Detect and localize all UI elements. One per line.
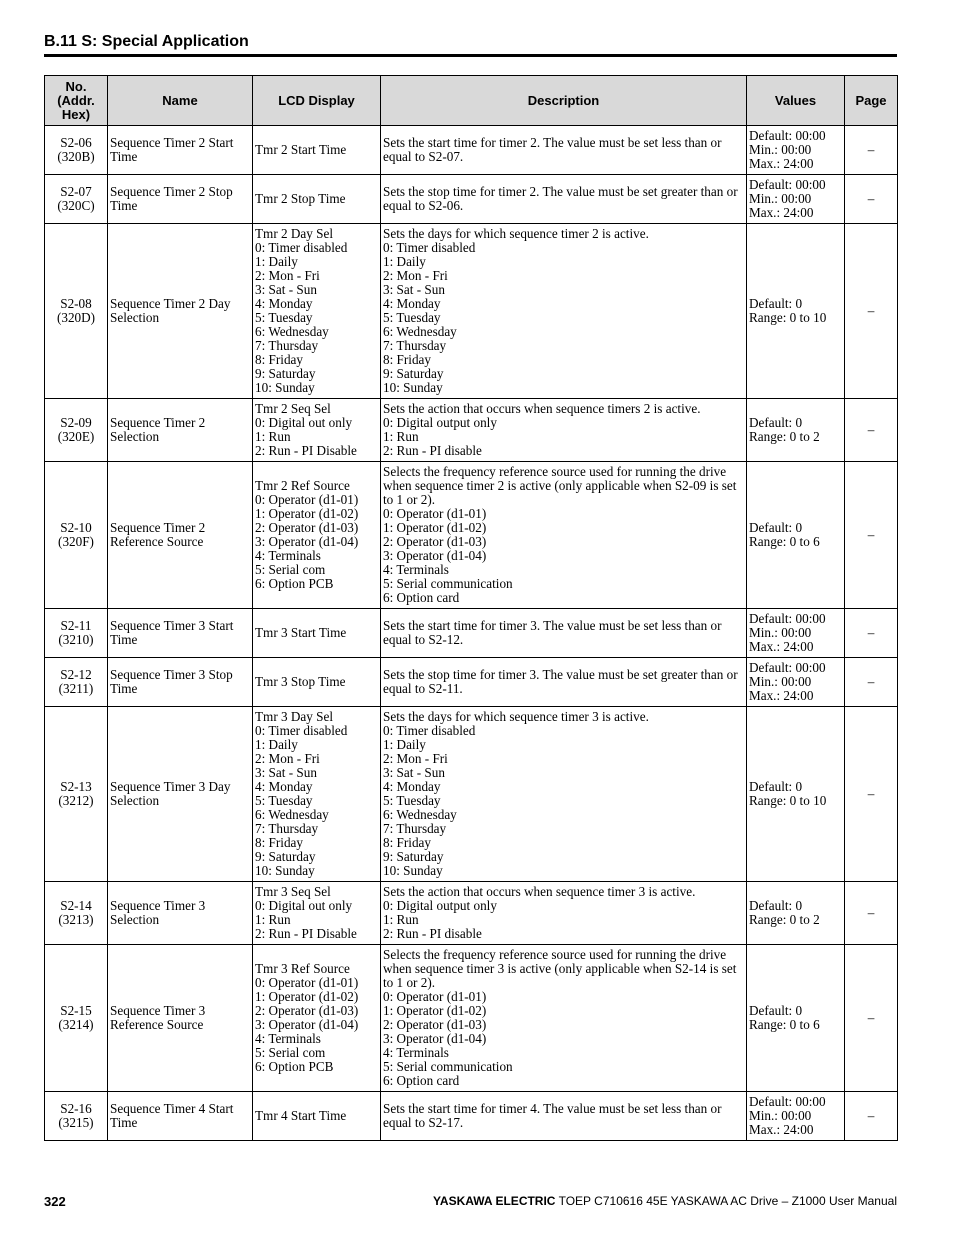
values-line: Min.: 00:00 — [749, 1108, 812, 1123]
description-cell — [381, 175, 747, 224]
description-line: 9: Saturday — [383, 366, 444, 381]
page-reference-cell: – — [845, 126, 898, 175]
parameter-number-line: S2-10 — [60, 520, 92, 535]
description-cell — [381, 609, 747, 658]
lcd-display-line: 2: Mon - Fri — [255, 268, 320, 283]
values-line: Default: 00:00 — [749, 660, 826, 675]
page-reference-cell: – — [845, 175, 898, 224]
lcd-display-line: Tmr 3 Start Time — [255, 625, 347, 640]
parameter-number-line: S2-14 — [60, 898, 92, 913]
description-line: 4: Monday — [383, 296, 441, 311]
lcd-display-cell — [253, 126, 381, 175]
lcd-display-line: 1: Daily — [255, 737, 298, 752]
description-cell — [381, 1092, 747, 1141]
values-line: Range: 0 to 10 — [749, 310, 827, 325]
parameter-name-cell: Sequence Timer 4 Start Time — [108, 1092, 253, 1141]
lcd-display-line: 6: Wednesday — [255, 807, 329, 822]
parameter-number-line: (3212) — [58, 793, 94, 808]
values-line: Min.: 00:00 — [749, 625, 812, 640]
parameter-number-cell — [45, 609, 108, 658]
values-cell — [747, 175, 845, 224]
parameter-number-line: (3215) — [58, 1115, 94, 1130]
parameter-number-line: S2-08 — [60, 296, 92, 311]
parameter-name-cell: Sequence Timer 3 Stop Time — [108, 658, 253, 707]
lcd-display-line: Tmr 2 Seq Sel — [255, 401, 331, 416]
lcd-display-line: Tmr 2 Ref Source — [255, 478, 350, 493]
description-line: 4: Monday — [383, 779, 441, 794]
values-line: Max.: 24:00 — [749, 639, 814, 654]
description-line: 0: Digital output only — [383, 415, 497, 430]
description-line: 7: Thursday — [383, 338, 447, 353]
footer-doc-title — [433, 1194, 897, 1208]
values-line: Default: 00:00 — [749, 128, 826, 143]
parameter-table — [44, 75, 898, 1141]
lcd-display-cell — [253, 658, 381, 707]
description-line: Sets the start time for timer 3. The value must be set less than or equal to S2-12. — [383, 618, 722, 647]
table-row — [45, 1092, 898, 1141]
description-line: 2: Operator (d1-03) — [383, 1017, 487, 1032]
parameter-number-line: S2-09 — [60, 415, 92, 430]
values-line: Default: 0 — [749, 1003, 803, 1018]
table-row — [45, 882, 898, 945]
description-line: 0: Timer disabled — [383, 723, 476, 738]
column-header-page: Page — [845, 76, 898, 126]
lcd-display-line: Tmr 3 Day Sel — [255, 709, 334, 724]
description-line: 6: Wednesday — [383, 807, 457, 822]
description-line: Sets the stop time for timer 2. The value must be set greater than or equal to S2-06. — [383, 184, 738, 213]
description-line: 6: Option card — [383, 1073, 460, 1088]
values-line: Range: 0 to 10 — [749, 793, 827, 808]
table-row — [45, 224, 898, 399]
lcd-display-line: 10: Sunday — [255, 863, 315, 878]
values-cell — [747, 224, 845, 399]
values-line: Range: 0 to 6 — [749, 534, 820, 549]
description-line: 5: Tuesday — [383, 793, 441, 808]
parameter-number-cell — [45, 224, 108, 399]
values-line: Default: 0 — [749, 898, 803, 913]
parameter-number-cell — [45, 882, 108, 945]
parameter-name-cell: Sequence Timer 2 Selection — [108, 399, 253, 462]
parameter-number-cell — [45, 707, 108, 882]
column-header-name: Name — [108, 76, 253, 126]
section-title: B.11 S: Special Application — [44, 33, 249, 50]
lcd-display-line: 0: Timer disabled — [255, 240, 348, 255]
lcd-display-line: 6: Wednesday — [255, 324, 329, 339]
page-reference-cell: – — [845, 658, 898, 707]
parameter-number-line: (3214) — [58, 1017, 94, 1032]
description-line: 1: Operator (d1-02) — [383, 520, 487, 535]
values-line: Default: 00:00 — [749, 1094, 826, 1109]
description-cell — [381, 658, 747, 707]
parameter-number-line: S2-06 — [60, 135, 92, 150]
table-row — [45, 126, 898, 175]
parameter-name-cell: Sequence Timer 2 Reference Source — [108, 462, 253, 609]
description-line: Sets the days for which sequence timer 3 is active. — [383, 709, 649, 724]
lcd-display-line: 3: Sat - Sun — [255, 765, 317, 780]
description-line: 6: Option card — [383, 590, 460, 605]
description-line: Sets the stop time for timer 3. The value must be set greater than or equal to S2-11. — [383, 667, 738, 696]
parameter-number-cell — [45, 126, 108, 175]
table-row — [45, 609, 898, 658]
description-line: 3: Sat - Sun — [383, 765, 445, 780]
description-line: 2: Operator (d1-03) — [383, 534, 487, 549]
parameter-name-cell: Sequence Timer 3 Reference Source — [108, 945, 253, 1092]
page-reference-cell: – — [845, 462, 898, 609]
parameter-name-cell: Sequence Timer 3 Selection — [108, 882, 253, 945]
description-line: Selects the frequency reference source used for running the drive when sequence timer 2 is active (only applicable when S2-09 is set to 1 or 2). — [383, 464, 737, 507]
parameter-number-line: S2-12 — [60, 667, 92, 682]
lcd-display-line: 7: Thursday — [255, 338, 319, 353]
page-reference-cell: – — [845, 224, 898, 399]
lcd-display-cell — [253, 462, 381, 609]
parameter-name-cell: Sequence Timer 2 Start Time — [108, 126, 253, 175]
table-row — [45, 462, 898, 609]
parameter-name-cell: Sequence Timer 2 Day Selection — [108, 224, 253, 399]
table-row — [45, 399, 898, 462]
values-line: Range: 0 to 2 — [749, 912, 820, 927]
lcd-display-line: 2: Operator (d1-03) — [255, 1003, 359, 1018]
lcd-display-line: 3: Operator (d1-04) — [255, 534, 359, 549]
lcd-display-line: 2: Operator (d1-03) — [255, 520, 359, 535]
lcd-display-line: 0: Digital out only — [255, 415, 353, 430]
table-row — [45, 175, 898, 224]
lcd-display-line: 4: Monday — [255, 779, 313, 794]
lcd-display-line: Tmr 2 Start Time — [255, 142, 347, 157]
parameter-number-line: (320C) — [57, 198, 95, 213]
lcd-display-line: 1: Operator (d1-02) — [255, 506, 359, 521]
values-cell — [747, 882, 845, 945]
lcd-display-line: 2: Run - PI Disable — [255, 926, 357, 941]
column-header-values: Values — [747, 76, 845, 126]
description-line: Sets the action that occurs when sequence timers 2 is active. — [383, 401, 701, 416]
lcd-display-line: Tmr 3 Ref Source — [255, 961, 350, 976]
page-reference-cell: – — [845, 707, 898, 882]
values-line: Max.: 24:00 — [749, 688, 814, 703]
values-line: Default: 0 — [749, 415, 803, 430]
column-header-lcd: LCD Display — [253, 76, 381, 126]
description-line: 4: Terminals — [383, 1045, 449, 1060]
table-row — [45, 658, 898, 707]
header-rule — [44, 54, 897, 57]
lcd-display-line: 0: Operator (d1-01) — [255, 492, 359, 507]
parameter-number-line: S2-16 — [60, 1101, 92, 1116]
parameter-name-cell: Sequence Timer 3 Day Selection — [108, 707, 253, 882]
description-line: Sets the start time for timer 2. The value must be set less than or equal to S2-07. — [383, 135, 722, 164]
values-line: Range: 0 to 6 — [749, 1017, 820, 1032]
lcd-display-line: 0: Digital out only — [255, 898, 353, 913]
values-line: Min.: 00:00 — [749, 191, 812, 206]
parameter-number-cell — [45, 399, 108, 462]
values-line: Range: 0 to 2 — [749, 429, 820, 444]
page-reference-cell: – — [845, 945, 898, 1092]
values-line: Min.: 00:00 — [749, 142, 812, 157]
parameter-number-cell — [45, 462, 108, 609]
footer-doc: TOEP C710616 45E YASKAWA AC Drive – Z1000 User Manual — [555, 1194, 897, 1208]
lcd-display-cell — [253, 945, 381, 1092]
values-line: Max.: 24:00 — [749, 205, 814, 220]
values-cell — [747, 399, 845, 462]
lcd-display-line: 5: Tuesday — [255, 310, 313, 325]
description-line: 2: Mon - Fri — [383, 268, 448, 283]
description-cell — [381, 399, 747, 462]
values-cell — [747, 609, 845, 658]
lcd-display-line: 1: Operator (d1-02) — [255, 989, 359, 1004]
column-header-description: Description — [381, 76, 747, 126]
lcd-display-line: 2: Mon - Fri — [255, 751, 320, 766]
description-cell — [381, 707, 747, 882]
parameter-number-line: (3211) — [58, 681, 94, 696]
values-cell — [747, 658, 845, 707]
parameter-number-line: S2-13 — [60, 779, 92, 794]
description-line: 1: Run — [383, 912, 419, 927]
description-cell — [381, 224, 747, 399]
parameter-number-line: S2-07 — [60, 184, 92, 199]
description-cell — [381, 126, 747, 175]
description-line: Sets the days for which sequence timer 2 is active. — [383, 226, 649, 241]
lcd-display-line: 3: Operator (d1-04) — [255, 1017, 359, 1032]
lcd-display-line: 4: Monday — [255, 296, 313, 311]
lcd-display-line: 8: Friday — [255, 352, 303, 367]
lcd-display-line: 6: Option PCB — [255, 576, 334, 591]
lcd-display-cell — [253, 1092, 381, 1141]
values-line: Min.: 00:00 — [749, 674, 812, 689]
description-line: 1: Operator (d1-02) — [383, 1003, 487, 1018]
values-line: Max.: 24:00 — [749, 1122, 814, 1137]
page-reference-cell: – — [845, 1092, 898, 1141]
page-reference-cell: – — [845, 399, 898, 462]
description-line: 0: Operator (d1-01) — [383, 989, 487, 1004]
description-line: 1: Run — [383, 429, 419, 444]
lcd-display-line: 5: Tuesday — [255, 793, 313, 808]
lcd-display-cell — [253, 707, 381, 882]
description-line: 10: Sunday — [383, 380, 443, 395]
table-row — [45, 945, 898, 1092]
description-line: 3: Sat - Sun — [383, 282, 445, 297]
lcd-display-line: 1: Run — [255, 912, 291, 927]
column-header-no: No. (Addr. Hex) — [45, 76, 108, 126]
parameter-number-line: (320E) — [57, 429, 95, 444]
values-cell — [747, 126, 845, 175]
table-row — [45, 707, 898, 882]
description-line: 3: Operator (d1-04) — [383, 1031, 487, 1046]
parameter-number-line: S2-15 — [60, 1003, 92, 1018]
lcd-display-line: Tmr 3 Stop Time — [255, 674, 346, 689]
parameter-name-cell: Sequence Timer 2 Stop Time — [108, 175, 253, 224]
lcd-display-line: 4: Terminals — [255, 548, 321, 563]
parameter-name-cell: Sequence Timer 3 Start Time — [108, 609, 253, 658]
description-line: 5: Serial communication — [383, 1059, 513, 1074]
description-line: 5: Serial communication — [383, 576, 513, 591]
description-line: 2: Run - PI disable — [383, 926, 482, 941]
values-line: Default: 0 — [749, 520, 803, 535]
lcd-display-cell — [253, 609, 381, 658]
table-header-row — [45, 76, 898, 126]
lcd-display-line: 3: Sat - Sun — [255, 282, 317, 297]
parameter-number-line: S2-11 — [60, 618, 92, 633]
values-cell — [747, 462, 845, 609]
parameter-number-cell — [45, 175, 108, 224]
description-line: 2: Mon - Fri — [383, 751, 448, 766]
lcd-display-line: Tmr 2 Stop Time — [255, 191, 346, 206]
values-line: Default: 00:00 — [749, 611, 826, 626]
lcd-display-cell — [253, 175, 381, 224]
lcd-display-line: 7: Thursday — [255, 821, 319, 836]
description-line: 7: Thursday — [383, 821, 447, 836]
lcd-display-line: 1: Daily — [255, 254, 298, 269]
lcd-display-cell — [253, 882, 381, 945]
values-line: Max.: 24:00 — [749, 156, 814, 171]
page-number: 322 — [44, 1194, 66, 1209]
lcd-display-line: Tmr 2 Day Sel — [255, 226, 334, 241]
description-line: 0: Timer disabled — [383, 240, 476, 255]
parameter-number-line: (3213) — [58, 912, 94, 927]
lcd-display-line: 10: Sunday — [255, 380, 315, 395]
parameter-number-cell — [45, 1092, 108, 1141]
lcd-display-line: 5: Serial com — [255, 562, 326, 577]
description-line: 8: Friday — [383, 352, 431, 367]
parameter-number-line: (320F) — [58, 534, 94, 549]
lcd-display-line: 0: Operator (d1-01) — [255, 975, 359, 990]
lcd-display-cell — [253, 224, 381, 399]
parameter-number-line: (320D) — [56, 310, 96, 325]
description-line: 3: Operator (d1-04) — [383, 548, 487, 563]
table-body — [45, 126, 898, 1141]
values-cell — [747, 707, 845, 882]
lcd-display-line: Tmr 3 Seq Sel — [255, 884, 331, 899]
description-line: Sets the action that occurs when sequence timer 3 is active. — [383, 884, 696, 899]
lcd-display-cell — [253, 399, 381, 462]
values-cell — [747, 1092, 845, 1141]
description-line: 0: Digital output only — [383, 898, 497, 913]
lcd-display-line: 6: Option PCB — [255, 1059, 334, 1074]
description-line: 10: Sunday — [383, 863, 443, 878]
parameter-number-line: (3210) — [58, 632, 94, 647]
description-line: 1: Daily — [383, 737, 426, 752]
lcd-display-line: 9: Saturday — [255, 849, 316, 864]
values-line: Default: 0 — [749, 779, 803, 794]
lcd-display-line: 4: Terminals — [255, 1031, 321, 1046]
parameter-number-cell — [45, 658, 108, 707]
description-line: 8: Friday — [383, 835, 431, 850]
description-line: 2: Run - PI disable — [383, 443, 482, 458]
lcd-display-line: 0: Timer disabled — [255, 723, 348, 738]
values-line: Default: 0 — [749, 296, 803, 311]
lcd-display-line: 2: Run - PI Disable — [255, 443, 357, 458]
description-cell — [381, 945, 747, 1092]
description-line: 6: Wednesday — [383, 324, 457, 339]
lcd-display-line: 8: Friday — [255, 835, 303, 850]
description-line: Selects the frequency reference source used for running the drive when sequence timer 3 is active (only applicable when S2-14 is set to 1 or 2). — [383, 947, 737, 990]
lcd-display-line: 5: Serial com — [255, 1045, 326, 1060]
description-cell — [381, 882, 747, 945]
description-cell — [381, 462, 747, 609]
footer-brand: YASKAWA ELECTRIC — [433, 1194, 556, 1208]
description-line: Sets the start time for timer 4. The value must be set less than or equal to S2-17. — [383, 1101, 722, 1130]
page-reference-cell: – — [845, 882, 898, 945]
values-cell — [747, 945, 845, 1092]
parameter-number-line: (320B) — [57, 149, 95, 164]
description-line: 0: Operator (d1-01) — [383, 506, 487, 521]
lcd-display-line: 1: Run — [255, 429, 291, 444]
description-line: 1: Daily — [383, 254, 426, 269]
parameter-number-cell — [45, 945, 108, 1092]
lcd-display-line: 9: Saturday — [255, 366, 316, 381]
description-line: 9: Saturday — [383, 849, 444, 864]
page-reference-cell: – — [845, 609, 898, 658]
lcd-display-line: Tmr 4 Start Time — [255, 1108, 347, 1123]
values-line: Default: 00:00 — [749, 177, 826, 192]
description-line: 5: Tuesday — [383, 310, 441, 325]
description-line: 4: Terminals — [383, 562, 449, 577]
